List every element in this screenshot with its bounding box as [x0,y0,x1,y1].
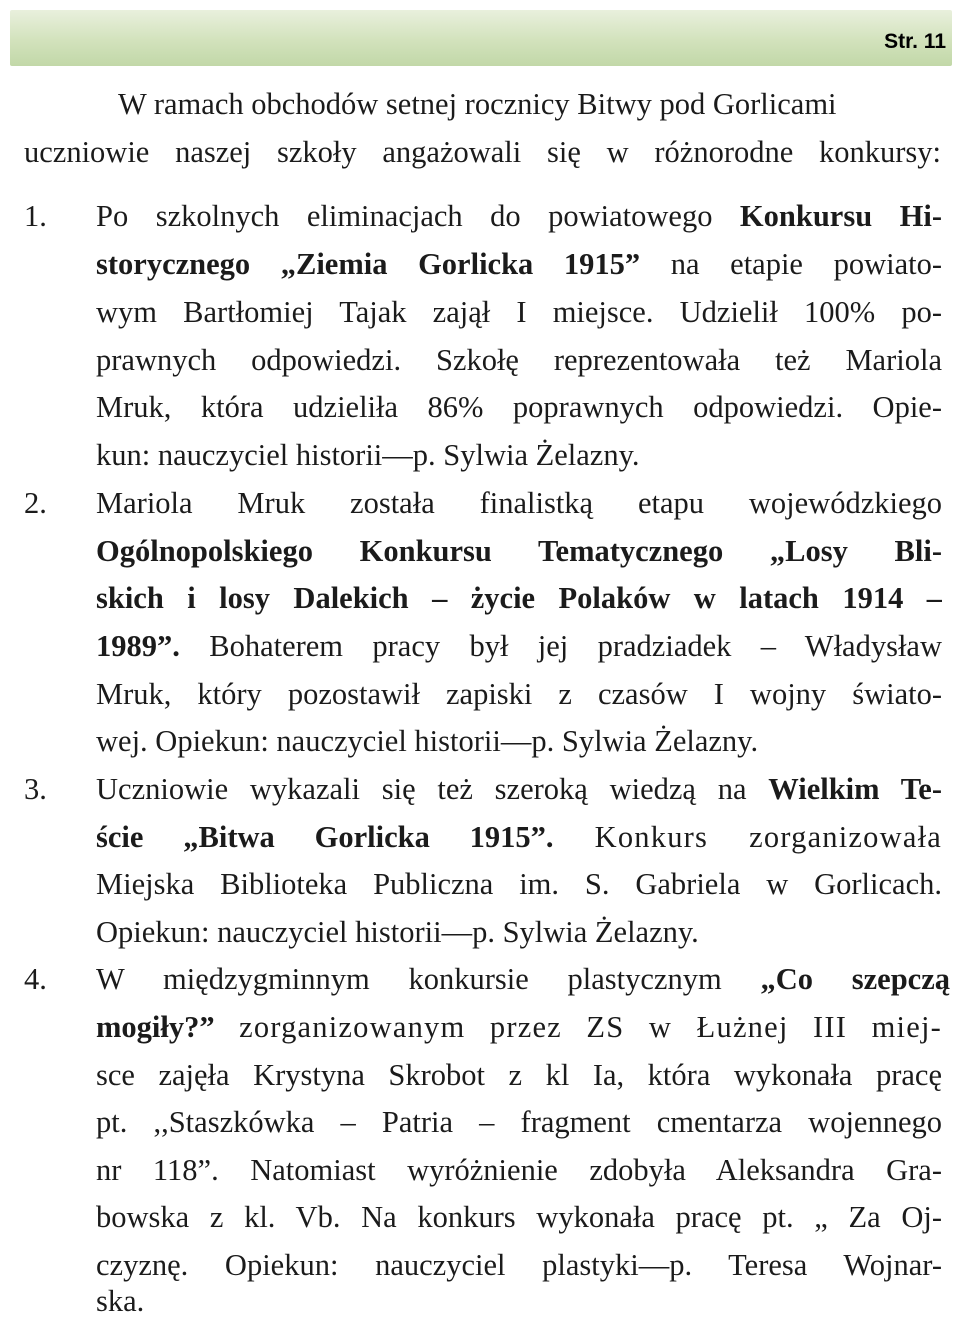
contest-title: Konkursu Hi- [739,199,942,233]
item-3-line-4: Opiekun: nauczyciel historii—p. Sylwia Żelazny. [96,915,699,949]
text-run: na etapie powiato- [640,247,942,281]
text-run: Po szkolnych eliminacjach do powiatowego [96,199,740,233]
item-4-line-7: czyznę. Opiekun: nauczyciel plastyki—p. Teresa Wojnar- [96,1248,942,1282]
item-1-line-4: prawnych odpowiedzi. Szkołę reprezentowała też Mariola [96,343,942,377]
item-3-line-1 [96,771,942,807]
item-2-line-6: wej. Opiekun: nauczyciel historii—p. Sylwia Żelazny. [96,724,759,758]
contest-title: „Co szepczą [760,962,950,996]
item-3-line-2 [96,819,942,855]
text-run: Konkurs zorganizowała [553,820,942,854]
text-run: Bohaterem pracy był jej pradziadek – Władysław [179,629,942,663]
item-3-line-3: Miejska Biblioteka Publiczna im. S. Gabriela w Gorlicach. [96,867,942,901]
item-number: 2. [24,486,47,520]
contest-title: Ogólnopolskiego Konkursu Tematycznego „Losy Bli- [96,534,942,568]
item-2-line-1: Mariola Mruk została finalistką etapu wojewódzkiego [96,486,942,520]
item-4-line-4: pt. ,,Staszkówka – Patria – fragment cmentarza wojennego [96,1105,942,1139]
text-run: Uczniowie wykazali się też szeroką wiedzą na [96,772,769,806]
contest-title: Wielkim Te- [768,772,942,806]
item-4-line-6: bowska z kl. Vb. Na konkurs wykonała pracę pt. „ Za Oj- [96,1200,942,1234]
contest-title: storycznego „Ziemia Gorlicka 1915” [96,247,641,281]
item-4-line-1 [96,961,950,997]
item-2-line-2 [96,533,942,569]
intro-line-2: uczniowie naszej szkoły angażowali się w różnorodne konkursy: [24,135,941,169]
item-number: 3. [24,772,47,806]
item-2-line-4 [96,628,942,664]
item-1-line-2 [96,246,942,282]
item-number: 1. [24,199,47,233]
header-bar [10,10,952,66]
item-2-line-3 [96,580,942,616]
item-1-line-6: kun: nauczyciel historii—p. Sylwia Żelazny. [96,438,640,472]
text-run: W międzygminnym konkursie plastycznym [96,962,761,996]
contest-title: mogiły?” [96,1010,215,1044]
page-number: Str. 11 [884,30,946,53]
intro-line-1: W ramach obchodów setnej rocznicy Bitwy pod Gorlicami [118,87,837,121]
contest-title: 1989”. [96,629,180,663]
item-4-line-3: sce zajęła Krystyna Skrobot z kl Ia, która wykonała pracę [96,1058,942,1092]
item-1-line-3: wym Bartłomiej Tajak zajął I miejsce. Udzielił 100% po- [96,295,942,329]
contest-title: ście „Bitwa Gorlicka 1915”. [96,820,554,854]
item-1-line-5: Mruk, która udzieliła 86% poprawnych odpowiedzi. Opie- [96,390,942,424]
item-2-line-5: Mruk, który pozostawił zapiski z czasów I wojny świato- [96,677,942,711]
item-4-line-8: ska. [96,1284,145,1318]
item-1-line-1 [96,198,942,234]
item-4-line-2 [96,1009,942,1045]
item-number: 4. [24,962,47,996]
contest-title: skich i losy Dalekich – życie Polaków w latach 1914 – [96,581,942,615]
text-run: zorganizowanym przez ZS w Łużnej III miej- [214,1010,942,1044]
item-4-line-5: nr 118”. Natomiast wyróżnienie zdobyła Aleksandra Gra- [96,1153,942,1187]
